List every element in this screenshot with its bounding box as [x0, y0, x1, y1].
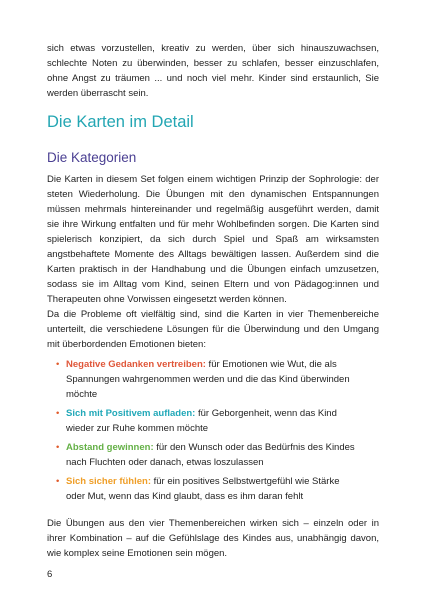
category-term: Sich mit Positivem aufladen: — [66, 408, 196, 419]
subsection-heading: Die Kategorien — [47, 150, 137, 165]
section-heading: Die Karten im Detail — [47, 113, 194, 131]
bullet-icon: • — [56, 408, 60, 419]
category-text: für Emotionen wie Wut, die als Spannungen wahrgenommen werden und die das Kind überwinden möchte — [66, 359, 350, 400]
category-item — [56, 474, 356, 504]
category-term: Sich sicher fühlen: — [66, 476, 151, 487]
bullet-icon: • — [56, 476, 60, 487]
page-number: 6 — [47, 569, 53, 580]
bullet-icon: • — [56, 442, 60, 453]
paragraph-1-block — [47, 172, 379, 307]
category-text: für ein positives Selbstwertgefühl wie Stärke oder Mut, wenn das Kind glaubt, dass es ihm daran fehlt — [66, 476, 340, 502]
intro-paragraph: sich etwas vorzustellen, kreativ zu werden, über sich hinauszuwachsen, schlechte Noten zu überwinden, besser zu schlafen, besser einzuschlafen, ohne Angst zu träumen ... und noch viel mehr. Kinder sind erstaunlich, Sie werden überrascht sein. — [47, 43, 379, 99]
category-text: für den Wunsch oder das Bedürfnis des Kindes nach Fluchten oder danach, etwas loszulassen — [66, 442, 355, 468]
category-item — [56, 357, 356, 402]
bullet-icon: • — [56, 359, 60, 370]
category-text: für Geborgenheit, wenn das Kind wieder zur Ruhe kommen möchte — [66, 408, 337, 434]
category-item — [56, 440, 356, 470]
paragraph-2-block — [47, 307, 379, 352]
paragraph-3-block — [47, 516, 379, 561]
category-term: Abstand gewinnen: — [66, 442, 154, 453]
paragraph-2: Da die Probleme oft vielfältig sind, sind die Karten in vier Themenbereiche unterteilt, die verschiedene Lösungen für die Überwindung und den Umgang mit überbordenden Emotionen bieten: — [47, 309, 379, 350]
paragraph-3: Die Übungen aus den vier Themenbereichen wirken sich – einzeln oder in ihrer Kombination – auf die Gefühlslage des Kindes aus, unabhängig davon, wie komplex seine Emotionen sein mögen. — [47, 518, 379, 559]
intro-paragraph-block — [47, 41, 379, 101]
category-list — [56, 357, 356, 508]
category-item — [56, 406, 356, 436]
paragraph-1: Die Karten in diesem Set folgen einem wichtigen Prinzip der Sophrologie: der steten Wiederholung. Die Übungen mit den dynamischen Entspannungen müssen mehrmals hintereinander und regelmäßig ausgeführt werden, damit sie ihre Wirkung entfalten und für mehr Wohlbefinden sorgen. Die Karten sind spielerisch konzipiert, da sich durch Spiel und Spaß am wirksamsten angstbehaftete Momente des Alltags bewältigen lassen. Außerdem sind die Karten praktisch in der Handhabung und die Übungen einfach umzusetzen, sodass sie im Alltag vom Kind, seinen Eltern und von Pädagog:innen und Therapeuten ohne Vorwissen eingesetzt werden können. — [47, 174, 379, 305]
category-term: Negative Gedanken vertreiben: — [66, 359, 206, 370]
